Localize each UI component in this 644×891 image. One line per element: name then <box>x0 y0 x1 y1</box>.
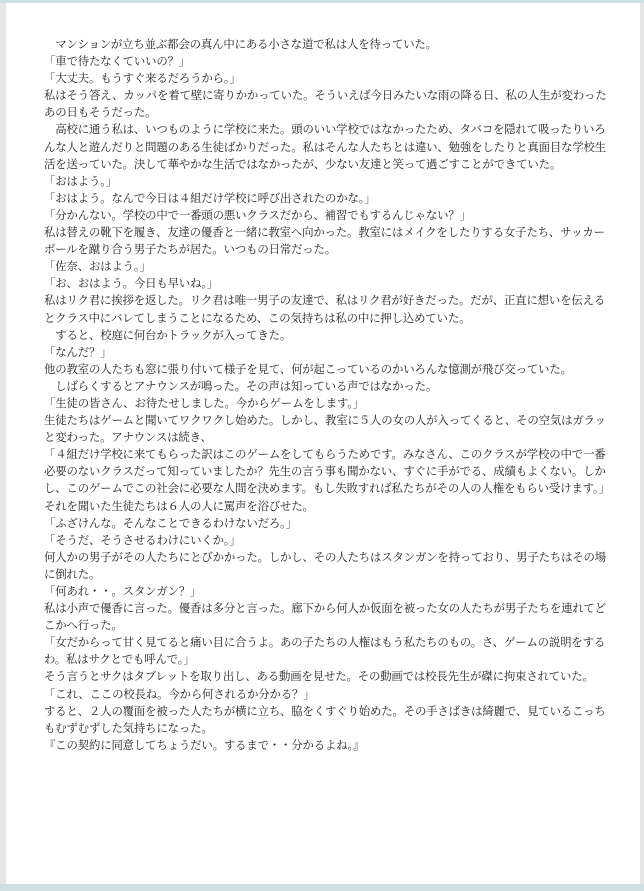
text-line: 「佐奈、おはよう。」 <box>44 259 151 274</box>
text-line: 「何あれ・・。スタンガン？」 <box>44 584 202 598</box>
text-line: 『この契約に同意してちょうだい。するまで・・分かるよね。』 <box>44 737 365 752</box>
text-line: 私はリク君に挨拶を返した。リク君は唯一男子の友達で、私はリク君が好きだった。だが、正直に想いを伝える <box>44 293 606 308</box>
text-line: し、このゲームでこの社会に必要な人間を決めます。もし失敗すれば私たちがその人の人権をもらい受けます。」 <box>44 481 610 496</box>
text-line: 「なんだ？」 <box>44 344 112 359</box>
right-scrollbar-strip[interactable] <box>640 3 644 884</box>
text-line: 「車で待たなくていいの？」 <box>44 54 191 69</box>
text-line: 「おはよう。なんで今日は４組だけ学校に呼び出されたのかな。」 <box>44 190 376 205</box>
text-line: 「これ、ここの校長ね。今から何されるか分かる？」 <box>44 686 315 701</box>
text-line: 何人かの男子がその人たちにとびかかった。しかし、その人たちはスタンガンを持っており、男子たちはその場 <box>44 549 607 564</box>
text-line: 「４組だけ学校に来てもらった訳はこのゲームをしてもらうためです。みなさん、このクラスが学校の中で一番 <box>44 447 606 462</box>
text-line: 高校に通う私は、いつものように学校に来た。頭のいい学校ではなかったため、タバコを隠れて吸ったりいろ <box>44 122 606 137</box>
text-line: それを聞いた生徒たちは６人の人に罵声を浴びせた。 <box>44 498 314 513</box>
text-line: すると、２人の覆面を被った人たちが横に立ち、脇をくすぐり始めた。その手さばきは綺麗で、見ているこっち <box>44 703 606 718</box>
text-line: 「おはよう。」 <box>44 173 117 188</box>
text-line: わ。私はサクとでも呼んで。」 <box>44 652 195 667</box>
document-body <box>44 36 630 754</box>
text-line: 「ふざけんな。そんなことできるわけないだろ。」 <box>44 515 297 530</box>
text-line: ボールを蹴り合う男子たちが居た。いつもの日常だった。 <box>44 242 337 257</box>
text-line: すると、校庭に何台かトラックが入ってきた。 <box>44 327 292 342</box>
text-line: 「お、おはよう。今日も早いね。」 <box>44 276 219 291</box>
text-line: 「大丈夫。もうすぐ来るだろうから。」 <box>44 71 241 86</box>
text-line: もむずむずした気持ちになった。 <box>44 720 213 735</box>
text-line: 「分かんない。学校の中で一番頭の悪いクラスだから、補習でもするんじゃない？」 <box>44 207 471 222</box>
text-line: しばらくするとアナウンスが鳴った。その声は知っている声ではなかった。 <box>44 378 438 393</box>
text-line: そう言うとサクはタブレットを取り出し、ある動画を見せた。その動画では校長先生が磔に拘束されていた。 <box>44 669 594 684</box>
text-line: に倒れた。 <box>44 566 101 581</box>
text-line: とクラス中にバレてしまうことになるため、この気持ちは私の中に押し込めていた。 <box>44 310 471 325</box>
text-line: 他の教室の人たちも窓に張り付いて様子を見て、何が起こっているのかいろんな憶測が飛び交っていた。 <box>44 361 572 376</box>
text-line: 生徒たちはゲームと聞いてワクワクし始めた。しかし、教室に５人の女の人が入ってくると、その空気はガラッ <box>44 413 606 428</box>
text-line: あの日もそうだった。 <box>44 105 157 120</box>
text-line: 必要のないクラスだって知っていましたか？先生の言う事も聞かない、すぐに手がでる、成績もよくない。しか <box>44 464 606 479</box>
text-line: 私は小声で優香に言った。優香は多分と言った。廊下から何人か仮面を被った女の人たちが男子たちを連れてど <box>44 601 607 616</box>
text-line: 「生徒の皆さん、お待たせしました。今からゲームをします。」 <box>44 395 365 410</box>
text-line: マンションが立ち並ぶ都会の真ん中にある小さな道で私は人を待っていた。 <box>44 37 437 51</box>
document-page <box>6 3 640 884</box>
text-line: こかへ行った。 <box>44 618 123 633</box>
text-line: と変わった。アナウンスは続き、 <box>44 430 212 445</box>
text-line: 私は替えの靴下を履き、友達の優香と一緒に教室へ向かった。教室にはメイクをしたりする女子たち、サッカー <box>44 225 605 240</box>
text-line: んな人と遊んだりと問題のある生徒ばかりだった。私はそんな人たちとは違い、勉強をしたりと真面目な学校生 <box>44 139 607 154</box>
text-line: 活を送っていた。決して華やかな生活ではなかったが、少ない友達と笑って過ごすことができていた。 <box>44 156 562 171</box>
text-line: 「そうだ、そうさせるわけにいくか。」 <box>44 532 241 547</box>
text-line: 「女だからって甘く見てると痛い目に合うよ。あの子たちの人権はもう私たちのもの。さ、ゲームの説明をする <box>44 635 606 650</box>
text-line: 私はそう答え、カッパを着て壁に寄りかかっていた。そういえば今日みたいな雨の降る日、私の人生が変わった <box>44 88 607 103</box>
